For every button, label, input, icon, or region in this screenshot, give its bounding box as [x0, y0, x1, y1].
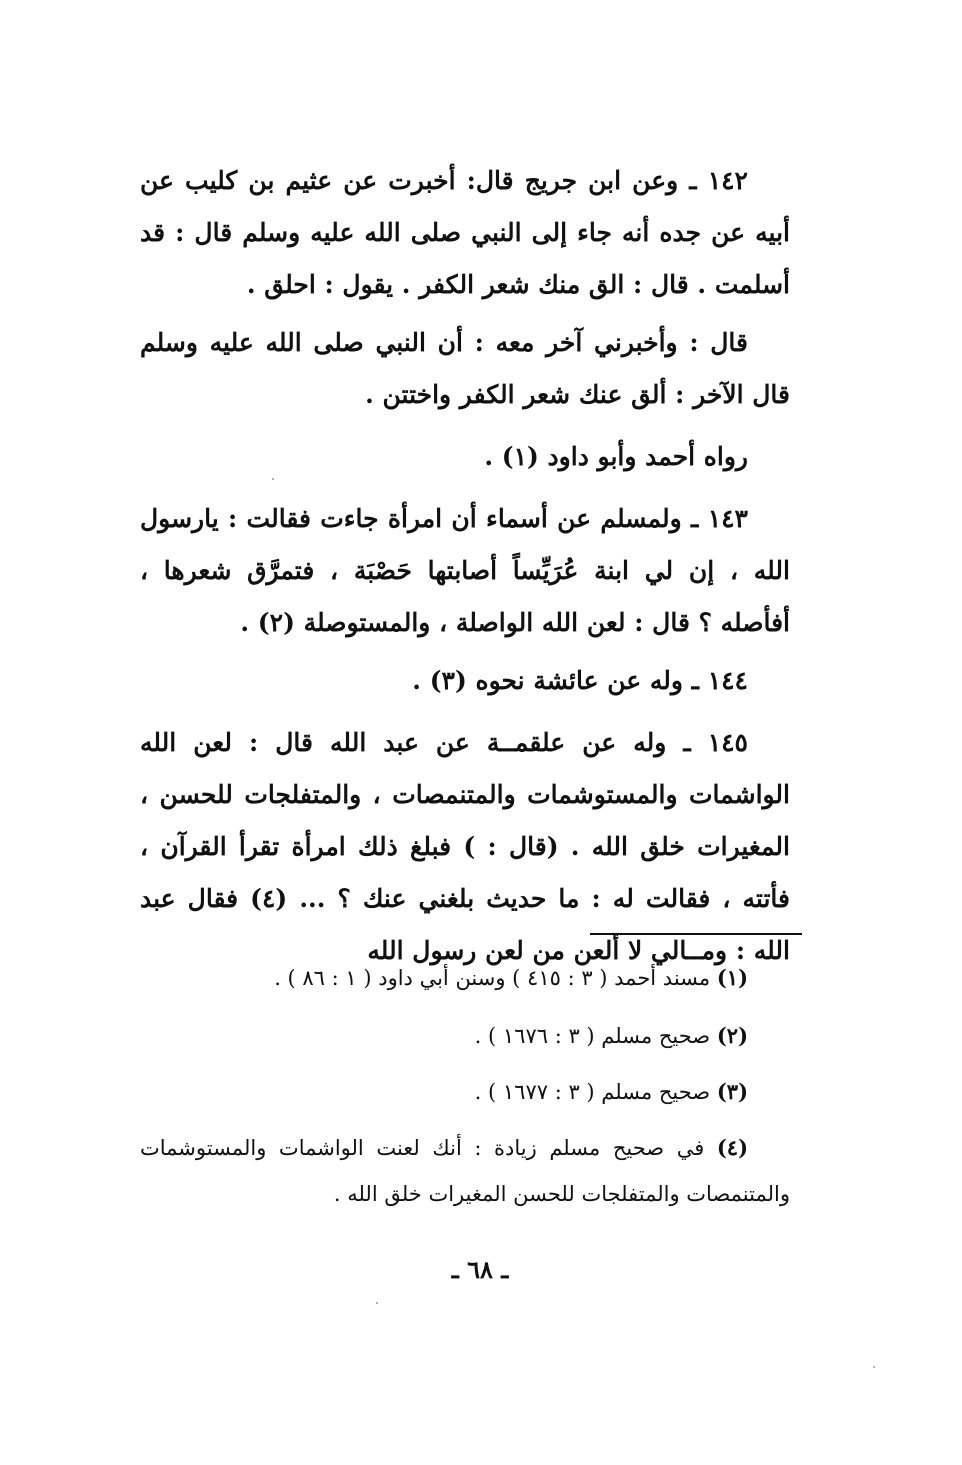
- scan-speck: [873, 1366, 875, 1368]
- paragraph-hadith-144: ١٤٤ ـ وله عن عائشة نحوه (٣) .: [412, 666, 748, 695]
- footnote-3-text: صحيح مسلم ( ٣ : ١٦٧٧ ) .: [474, 1080, 711, 1104]
- paragraph-hadith-142-source: رواه أحمد وأبو داود (١) .: [484, 442, 748, 471]
- footnote-3: [140, 1069, 790, 1115]
- footnote-2-number: (٢): [716, 1023, 748, 1048]
- page-number: ـ ٦٨ ـ: [451, 1255, 509, 1284]
- footnote-1-text: مسند أحمد ( ٣ : ٤١٥ ) وسنن أبي داود ( ١ : ٨٦ ) .: [274, 966, 711, 990]
- footnote-2: [140, 1013, 790, 1059]
- paragraph-hadith-142-continued: قال : وأخبرني آخر معه : أن النبي صلى الله عليه وسلم قال الآخر : ألق عنك شعر الكفر واختتن .: [140, 328, 790, 409]
- footnote-4-text: في صحيح مسلم زيادة : أنك لعنت الواشمات والمستوشمات والمتنمصات والمتفلجات للحسن المغيرات خلق الله .: [140, 1136, 790, 1206]
- scan-speck: [272, 478, 274, 480]
- footnote-1: [140, 955, 790, 1001]
- footnote-4-number: (٤): [716, 1135, 748, 1160]
- footnote-separator: [590, 933, 802, 935]
- paragraph-hadith-145: ١٤٥ ـ وله عن علقمــة عن عبد الله قال : لعن الله الواشمات والمستوشمات والمتنمصات ، والمتفلجات للحسن ، المغيرات خلق الله . (قال : ) فبلغ ذلك امرأة تقرأ القرآن ، فأتته ، فقالت له : ما حديث بلغني عنك ؟ ... (٤) فقال عبد الله : ومــالي لا ألعن من لعن رسول الله: [140, 728, 791, 965]
- paragraph-hadith-143: ١٤٣ ـ ولمسلم عن أسماء أن امرأة جاءت فقالت : يارسول الله ، إن لي ابنة عُرَيِّساً أصابتها حَصْبَة ، فتمرَّق شعرها ، أفأصله ؟ قال : لعن الله الواصلة ، والمستوصلة (٢) .: [140, 504, 790, 637]
- paragraph-hadith-142: ١٤٢ ـ وعن ابن جريج قال: أخبرت عن عثيم بن كليب عن أبيه عن جده أنه جاء إلى النبي صلى الله عليه وسلم قال : قد أسلمت . قال : الق منك شعر الكفر . يقول : احلق .: [140, 166, 790, 299]
- footnote-1-number: (١): [716, 965, 748, 990]
- footnote-4: [140, 1125, 790, 1217]
- scan-speck: [376, 1302, 378, 1304]
- footnote-3-number: (٣): [716, 1079, 748, 1104]
- footnote-2-text: صحيح مسلم ( ٣ : ١٦٧٦ ) .: [474, 1024, 711, 1048]
